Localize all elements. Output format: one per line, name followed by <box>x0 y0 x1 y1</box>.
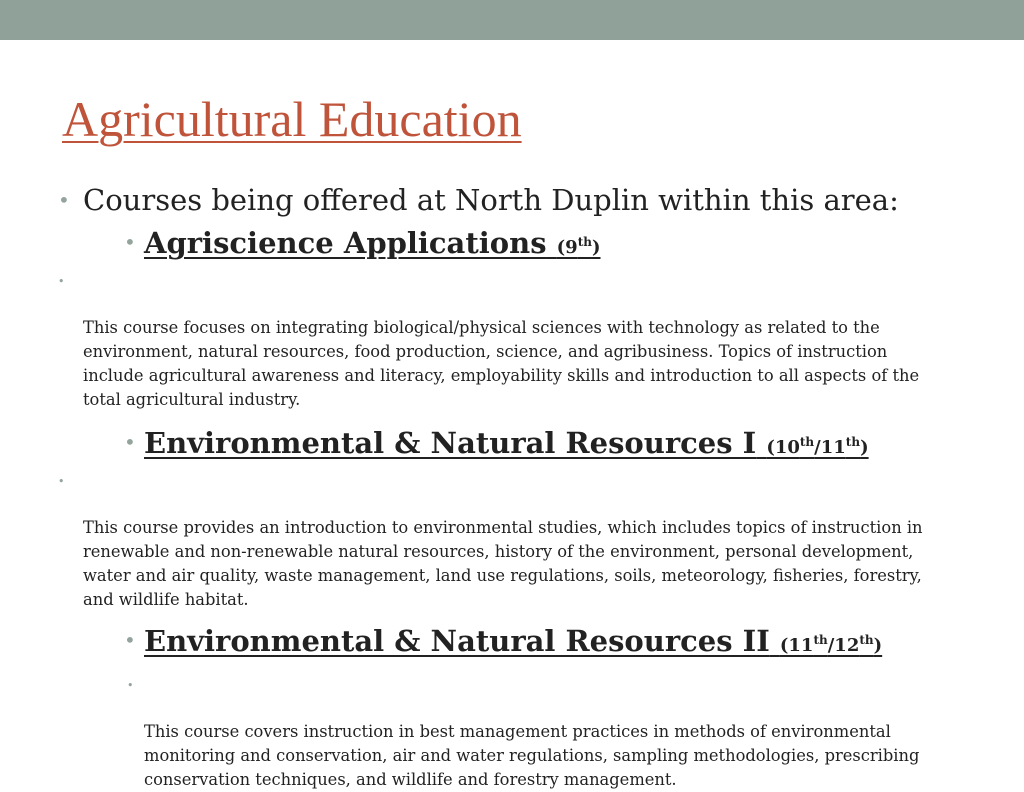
intro-bullet <box>58 180 958 220</box>
description-text: This course covers instruction in best management practices in methods of environmental monitoring and conservation, air and water regulations, sampling methodologies, prescribing conservation techniques, and wildlife and forestry management. <box>144 722 920 789</box>
bullet-marker: • <box>127 679 134 692</box>
course-heading-env-nat-res-2 <box>58 620 958 666</box>
course-heading-env-nat-res-1 <box>58 422 958 468</box>
slide-title: Agricultural Education <box>62 91 522 147</box>
top-accent-bar <box>0 0 1024 40</box>
course-heading-agriscience <box>58 222 958 268</box>
course-title <box>144 426 869 460</box>
course-title <box>144 226 601 260</box>
slide-content <box>58 178 958 792</box>
grade-level: (11th/12th) <box>779 633 883 656</box>
course-title <box>144 624 882 658</box>
bullet-marker: • <box>124 430 136 454</box>
course-description-agriscience <box>58 268 958 412</box>
bullet-marker: • <box>58 275 65 288</box>
course-description-env-nat-res-1 <box>58 468 958 612</box>
intro-text: Courses being offered at North Duplin within this area: <box>83 183 899 217</box>
grade-level: (9th) <box>556 235 601 258</box>
grade-level: (10th/11th) <box>766 435 869 458</box>
course-name: Agriscience Applications <box>144 226 547 260</box>
bullet-marker: • <box>58 475 65 488</box>
bullet-marker: • <box>58 188 70 212</box>
bullet-marker: • <box>124 628 136 652</box>
course-name: Environmental & Natural Resources II <box>144 624 770 658</box>
description-text: This course focuses on integrating biological/physical sciences with technology as related to the environment, natural resources, food production, science, and agribusiness. Topics of instruction include agricultural awareness and literacy, employability skills and introduction to all aspects of the total agricultural industry. <box>83 318 920 409</box>
bullet-marker: • <box>124 230 136 254</box>
course-name: Environmental & Natural Resources I <box>144 426 757 460</box>
description-text: This course provides an introduction to environmental studies, which includes topics of instruction in renewable and non-renewable natural resources, history of the environment, personal development, water and air quality, waste management, land use regulations, soils, meteorology, fisheries, forestry, and wildlife habitat. <box>83 518 923 609</box>
course-description-env-nat-res-2 <box>58 672 958 792</box>
